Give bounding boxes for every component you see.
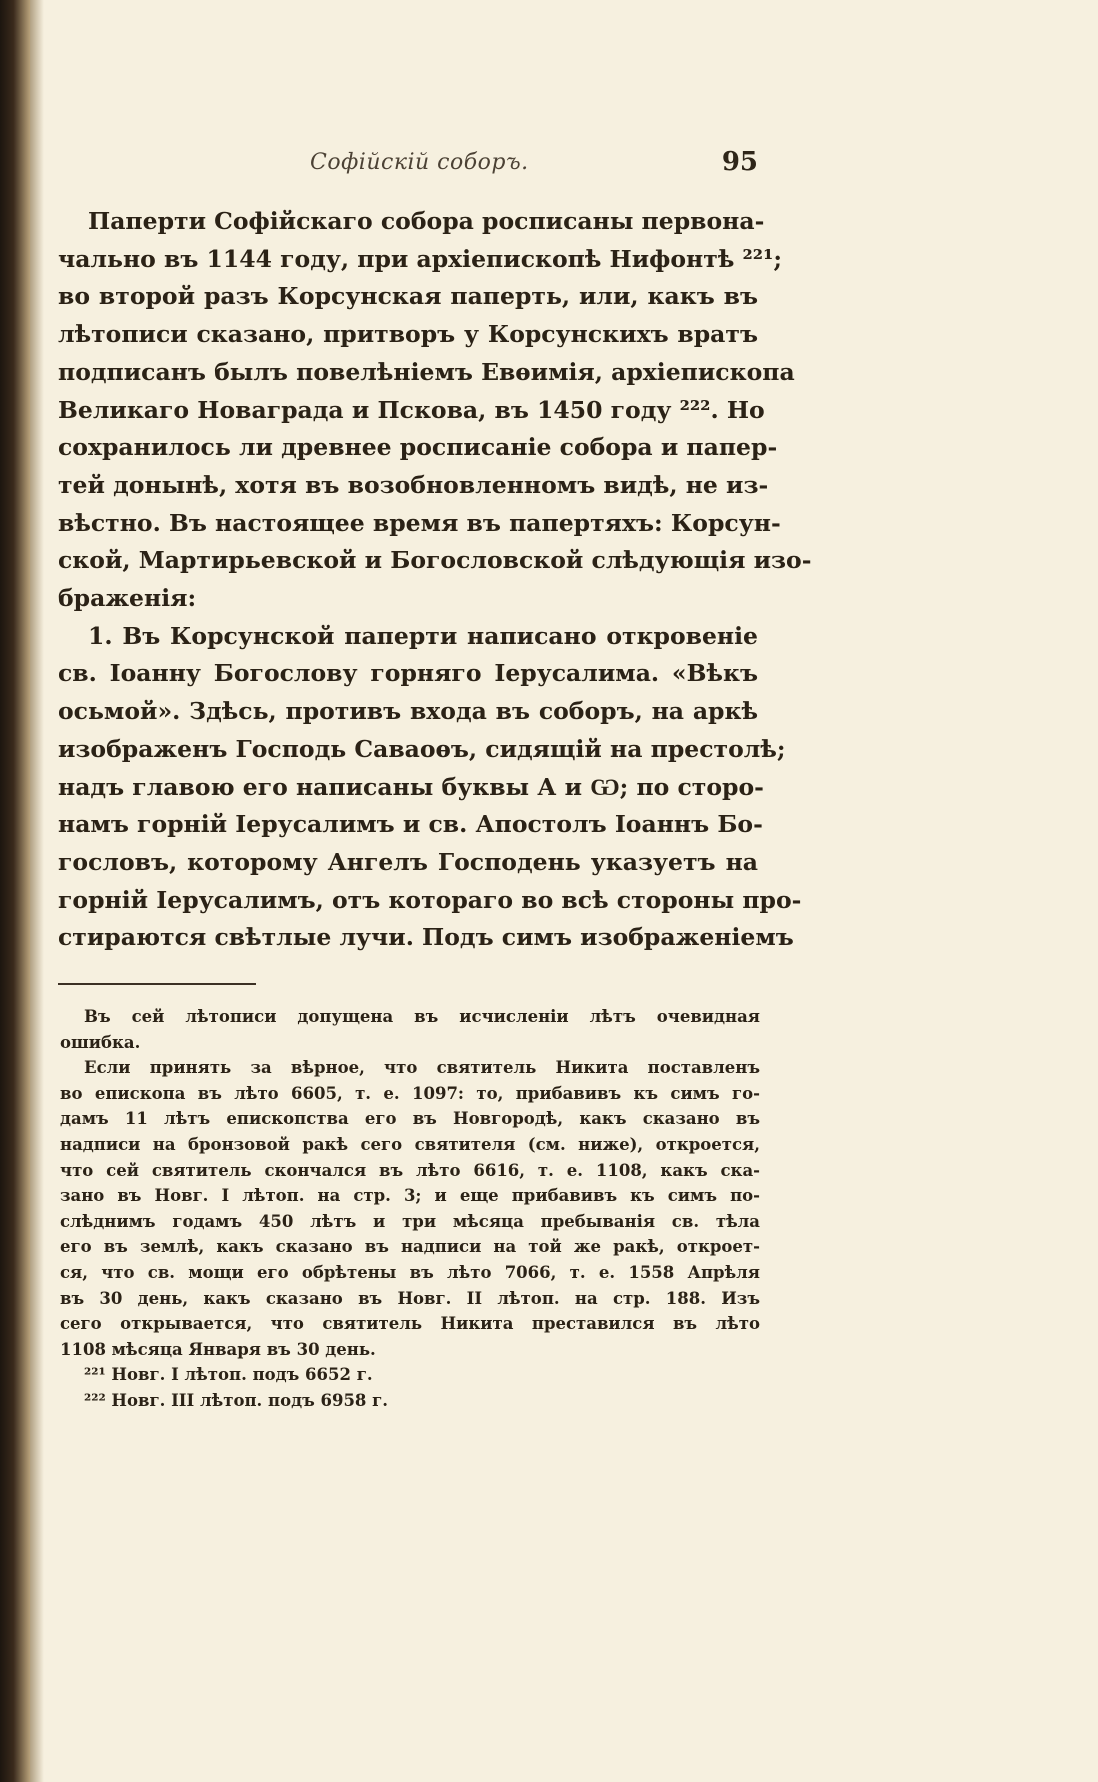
- footnote-line: ся, что св. мощи его обрѣтены въ лѣто 7066, т. е. 1558 Апрѣля: [60, 1262, 760, 1282]
- text-line: лѣтописи сказано, притворъ у Корсунскихъ вратъ: [58, 320, 758, 349]
- text-line: изображенъ Господь Саваоѳъ, сидящій на престолѣ;: [58, 734, 786, 763]
- footnote-line: Если принять за вѣрное, что святитель Никита поставленъ: [84, 1058, 760, 1078]
- footnote-line: 1108 мѣсяца Января въ 30 день.: [60, 1339, 376, 1359]
- text-line: тей донынѣ, хотя въ возобновленномъ видѣ, не из-: [58, 470, 769, 499]
- gutter-shadow: [30, 0, 44, 1782]
- text-line: горній Іерусалимъ, отъ котораго во всѣ стороны про-: [58, 885, 802, 914]
- text-line: во второй разъ Корсунская паперть, или, какъ въ: [58, 282, 758, 311]
- footnote-line: Въ сей лѣтописи допущена въ исчисленіи лѣтъ очевидная: [84, 1007, 760, 1026]
- running-title: Софійскій соборъ.: [310, 150, 529, 175]
- footnote-line: во епископа въ лѣто 6605, т. е. 1097: то, прибавивъ къ симъ го-: [60, 1083, 760, 1103]
- footnote-line: ²²² Новг. III лѣтоп. подъ 6958 г.: [84, 1390, 389, 1410]
- footnote-line: ошибка.: [60, 1032, 141, 1052]
- text-line: чально въ 1144 году, при архіепископѣ Нифонтѣ ²²¹;: [58, 244, 783, 273]
- text-line: браженія:: [58, 584, 197, 613]
- text-line: ской, Мартирьевской и Богословской слѣдующія изо-: [58, 546, 812, 575]
- footnotes: [60, 1004, 760, 1414]
- footnote-line: что сей святитель скончался въ лѣто 6616, т. е. 1108, какъ ска-: [60, 1160, 760, 1180]
- text-line: надъ главою его написаны буквы А и Ѡ; по сторо-: [58, 772, 764, 801]
- book-spine: [0, 0, 30, 1782]
- footnote-line: слѣднимъ годамъ 450 лѣтъ и три мѣсяца пребыванія св. тѣла: [60, 1211, 760, 1231]
- page-header: [58, 147, 758, 184]
- text-line: стираются свѣтлые лучи. Подъ симъ изображеніемъ: [58, 923, 794, 952]
- footnote-line: въ 30 день, какъ сказано въ Новг. II лѣтоп. на стр. 188. Изъ: [60, 1288, 760, 1308]
- text-line: Великаго Новаграда и Пскова, въ 1450 году ²²². Но: [58, 395, 765, 424]
- footnote-line: сего открывается, что святитель Никита преставился въ лѣто: [60, 1314, 760, 1334]
- main-text: [58, 203, 812, 957]
- text-line: гословъ, которому Ангелъ Господень указуетъ на: [58, 847, 758, 876]
- text-line: подписанъ былъ повелѣніемъ Евѳимія, архіепископа: [58, 357, 795, 386]
- text-line: св. Іоанну Богослову горняго Іерусалима. «Вѣкъ: [58, 659, 758, 688]
- text-line: намъ горній Іерусалимъ и св. Апостолъ Іоаннъ Бо-: [58, 810, 763, 839]
- text-line: осьмой». Здѣсь, противъ входа въ соборъ, на аркѣ: [58, 697, 758, 726]
- text-line: 1. Въ Корсунской паперти написано откровеніе: [88, 621, 758, 650]
- footnote-line: его въ землѣ, какъ сказано въ надписи на той же ракѣ, откроет-: [60, 1237, 760, 1257]
- text-line: вѣстно. Въ настоящее время въ папертяхъ: Корсун-: [58, 508, 781, 537]
- text-line: сохранилось ли древнее росписаніе собора и папер-: [58, 433, 778, 462]
- footnote-divider: [58, 983, 256, 985]
- footnote-line: ²²¹ Новг. I лѣтоп. подъ 6652 г.: [84, 1365, 373, 1385]
- text-line: Паперти Софійскаго собора росписаны первона-: [88, 207, 765, 235]
- footnote-line: зано въ Новг. I лѣтоп. на стр. 3; и еще прибавивъ къ симъ по-: [60, 1186, 760, 1206]
- footnote-line: дамъ 11 лѣтъ епископства его въ Новгородѣ, какъ сказано въ: [60, 1109, 760, 1129]
- footnote-line: надписи на бронзовой ракѣ сего святителя (см. ниже), откроется,: [60, 1134, 760, 1154]
- page-number: 95: [721, 147, 758, 177]
